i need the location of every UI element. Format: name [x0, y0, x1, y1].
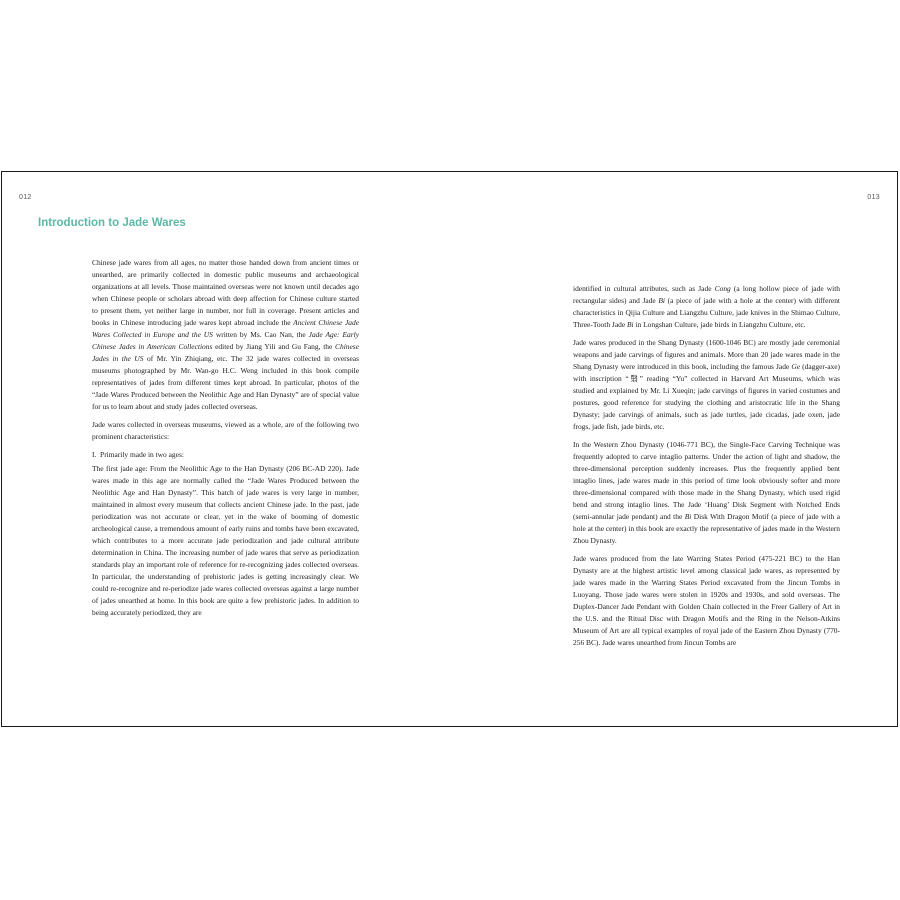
right-paragraph-1: identified in cultural attributes, such as Jade Cong (a long hollow piece of jade with rectangular sides) and Jade Bi (a piece of jade with a hole at the center) with different characteristics in Qijia Culture and Liangzhu Culture, jade knives in the Shimao Culture, Three-Tooth Jade Bi in Longshan Culture, jade birds in Liangzhu Culture, etc. — [573, 284, 840, 329]
left-paragraph-1: Chinese jade wares from all ages, no matter those handed down from ancient times or unearthed, are primarily collected in domestic public museums and archaeological organizations at all levels. Those maintained overseas were not known until decades ago when Chinese people or scholars abroad with deep affection for Chinese culture started to present them, yet neither large in number, nor full in coverage. Present articles and books in Chinese introducing jade wares kept abroad include the Ancient Chinese Jade Wares Collected in Europe and the US written by Ms. Cao Nan, the Jade Age: Early Chinese Jades in American Collections edited by Jiang Yili and Gu Fang, the Chinese Jades in the US of Mr. Yin Zhiqiang, etc. The 32 jade wares collected in overseas museums photographed by Mr. Wan-go H.C. Weng included in this book compile representatives of jades from different times kept abroad. In particular, photos of the “Jade Wares Produced between the Neolithic Age and Han Dynasty” are of special value for us to learn about and study jades collected overseas. — [92, 258, 359, 411]
right-text-column — [573, 283, 840, 649]
right-paragraph-3: In the Western Zhou Dynasty (1046-771 BC), the Single-Face Carving Technique was frequently adopted to carve intaglio patterns. Under the action of light and shadow, the three-dimensional perception suddenly increases. Plus the frequently applied bent intaglio lines, jade wares made in this period of time look obviously softer and more three-dimensional compared with those made in the Shang Dynasty, which used rigid bend and strong intaglio lines. The Jade ‘Huang’ Disk Segment with Notched Ends (semi-annular jade pendant) and the Bi Disk With Dragon Motif (a piece of jade with a hole at the center) in this book are exactly the representative of jades made in the Western Zhou Dynasty. — [573, 440, 840, 545]
left-text-column — [92, 257, 359, 619]
right-paragraph-2: Jade wares produced in the Shang Dynasty (1600-1046 BC) are mostly jade ceremonial weapons and jade carvings of figures and animals. More than 20 jade wares made in the Shang Dynasty were introduced in this book, including the famous Jade Ge (dagger-axe) with inscription “翳” reading “Yu” collected in Harvard Art Museums, which was studied and explained by Mr. Li Xueqin; jade carvings of figures in varied costumes and postures, good reference for studying the clothing and aristocratic life in the Shang Dynasty; jade carvings of animals, such as jade turtles, jade cicadas, jade oxen, jade frogs, jade fish, jade birds, etc. — [573, 338, 840, 431]
left-subheading: I. Primarily made in two ages: — [92, 450, 184, 459]
left-paragraph-2: Jade wares collected in overseas museums, viewed as a whole, are of the following two prominent characteristics: — [92, 420, 359, 441]
left-page-number: 012 — [19, 194, 32, 201]
section-heading: Introduction to Jade Wares — [38, 217, 186, 229]
right-page-number: 013 — [867, 194, 880, 201]
right-paragraph-4: Jade wares produced from the late Warring States Period (475-221 BC) to the Han Dynasty are at the highest artistic level among classical jade wares, as represented by jade wares made in the Warring States Period excavated from the Jincun Tombs in Luoyang. Those jade wares were stolen in 1920s and 1930s, and sold overseas. The Duplex-Dancer Jade Pendant with Golden Chain collected in the Freer Gallery of Art in the U.S. and the Ritual Disc with Dragon Motifs and the Ring in the Nelson-Atkins Museum of Art are all typical examples of royal jade of the Eastern Zhou Dynasty (770-256 BC). Jade wares unearthed from Jincun Tombs are — [573, 554, 840, 647]
left-paragraph-3: The first jade age: From the Neolithic Age to the Han Dynasty (206 BC-AD 220). Jade wares made in this age are normally called the “Jade Wares Produced between the Neolithic Age and Han Dynasty”. This batch of jade wares is very large in number, maintained in almost every museum that collects ancient Chinese jade. In the past, jade periodization was not accurate or clear, yet in the wake of booming of domestic archeological cause, a tremendous amount of early ruins and tombs have been excavated, which contributes to a more accurate jade periodization and jade cultural attribute determination in China. The increasing number of jade wares that serve as periodization standards play an important role of reference for re-recognizing jades collected overseas. In particular, the understanding of prehistoric jades is getting increasingly clear. We could re-recognize and re-periodize jade wares collected overseas against a large number of jades unearthed at home. In this book are quite a few prehistoric jades. In addition to being accurately periodized, they are — [92, 464, 359, 617]
book-spread — [1, 171, 898, 727]
